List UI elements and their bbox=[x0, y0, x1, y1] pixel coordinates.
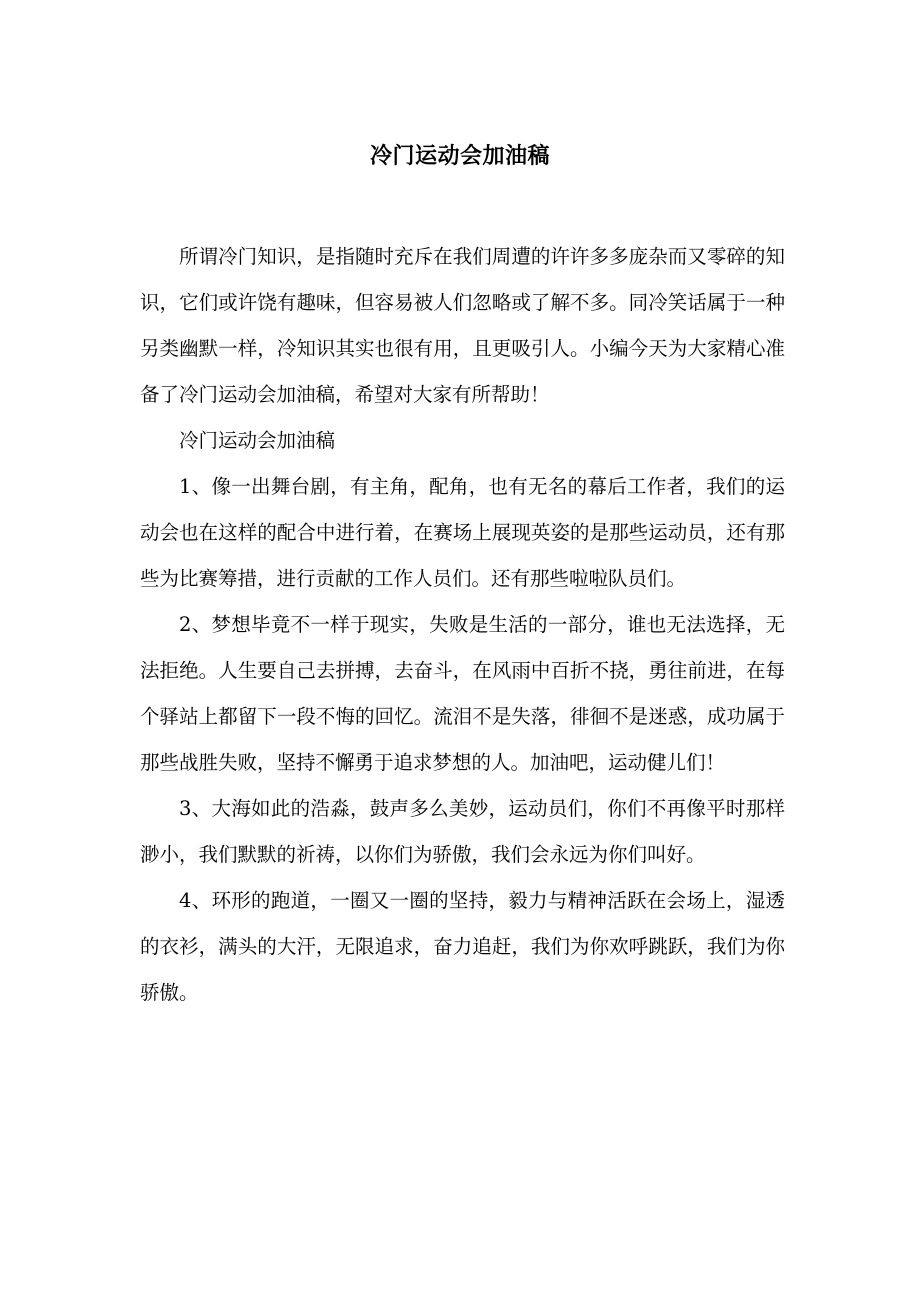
cheer-paragraph-4: 4、环形的跑道，一圈又一圈的坚持，毅力与精神活跃在会场上，湿透的衣衫，满头的大汗，无限追求，奋力追赶，我们为你欢呼跳跃，我们为你骄傲。 bbox=[140, 889, 785, 1004]
section-heading: 冷门运动会加油稿 bbox=[179, 429, 336, 452]
document-title: 冷门运动会加油稿 bbox=[369, 143, 550, 169]
cheer-paragraph-1: 1、像一出舞台剧，有主角，配角，也有无名的幕后工作者，我们的运动会也在这样的配合中进行着，在赛场上展现英姿的是那些运动员，还有那些为比赛筹措，进行贡献的工作人员们。还有那些啦啦队员们。 bbox=[140, 475, 785, 590]
cheer-paragraph-2: 2、梦想毕竟不一样于现实，失败是生活的一部分，谁也无法选择，无法拒绝。人生要自己去拼搏，去奋斗，在风雨中百折不挠，勇往前进，在每个驿站上都留下一段不悔的回忆。流泪不是失落，徘徊不是迷惑，成功属于那些战胜失败，坚持不懈勇于追求梦想的人。加油吧，运动健儿们！ bbox=[140, 613, 785, 774]
document-body bbox=[140, 234, 785, 1016]
cheer-paragraph-3: 3、大海如此的浩淼，鼓声多么美妙，运动员们，你们不再像平时那样渺小，我们默默的祈祷，以你们为骄傲，我们会永远为你们叫好。 bbox=[140, 797, 785, 866]
intro-paragraph: 所谓冷门知识，是指随时充斥在我们周遭的许许多多庞杂而又零碎的知识，它们或许饶有趣味，但容易被人们忽略或了解不多。同冷笑话属于一种另类幽默一样，冷知识其实也很有用，且更吸引人。小编今天为大家精心准备了冷门运动会加油稿，希望对大家有所帮助！ bbox=[140, 245, 785, 406]
